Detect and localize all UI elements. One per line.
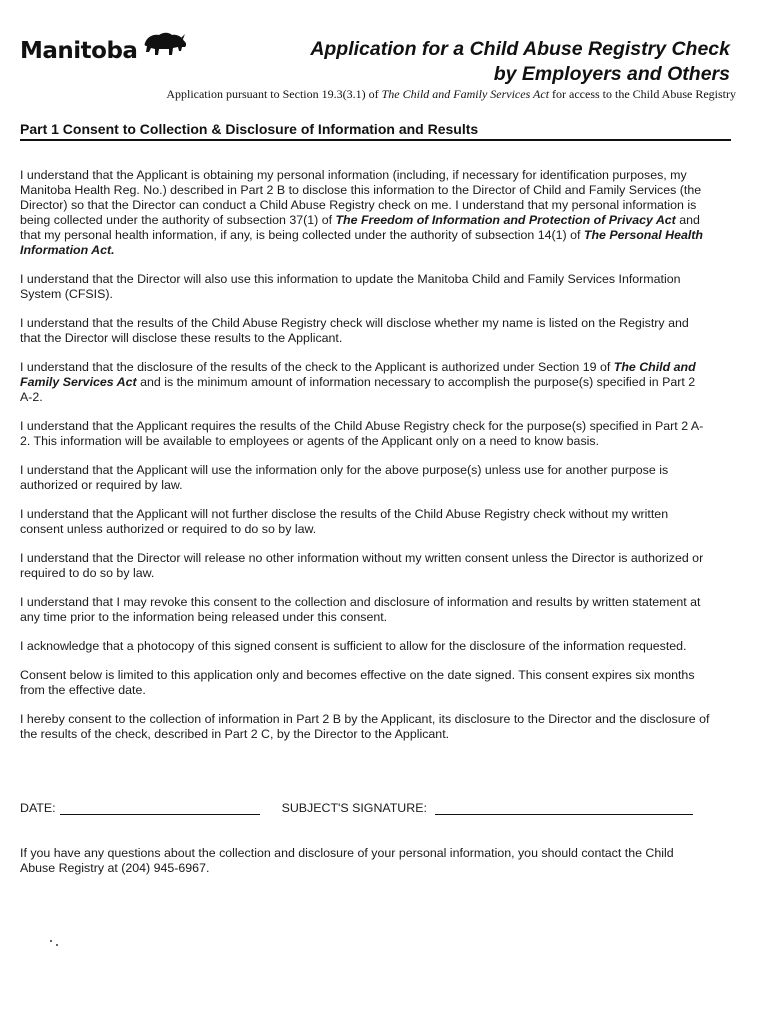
p4-text-a: I understand that the disclosure of the results of the check to the Applicant is authorized under Section 19 of [20,360,614,374]
consent-paragraph-9: I understand that I may revoke this consent to the collection and disclosure of information and results by written statement at any time prior to the information being released under this consent. [20,595,701,624]
consent-body [20,168,710,756]
bison-icon [141,29,189,64]
scan-speck [50,940,52,942]
title-line-2: by Employers and Others [493,63,730,85]
signature-row [20,800,710,815]
contact-note: If you have any questions about the collection and disclosure of your personal information, you should contact the Child Abuse Registry at (204) 945-6967. [20,846,674,875]
consent-paragraph-5: I understand that the Applicant requires the results of the Child Abuse Registry check for the purpose(s) specified in Part 2 A-2. This information will be available to employees or agents of the Applicant only on a need to know basis. [20,419,704,448]
subtitle-pre: Application pursuant to Section 19.3(3.1) of [166,87,382,101]
p1-act-foippa: The Freedom of Information and Protection of Privacy Act [335,213,676,227]
consent-paragraph-7: I understand that the Applicant will not further disclose the results of the Child Abuse Registry check without my written consent unless authorized or required to do so by law. [20,507,669,536]
p4-text-c: and is the minimum amount of information necessary to accomplish the purpose(s) specified in Part 2 A-2. [20,375,696,404]
consent-paragraph-11: Consent below is limited to this application only and becomes effective on the date signed. This consent expires six months from the effective date. [20,668,695,697]
consent-paragraph-2: I understand that the Director will also use this information to update the Manitoba Child and Family Services Information System (CFSIS). [20,272,681,301]
p1-text-a: I understand that the Applicant is obtaining my personal information (including, if necessary for identification purposes, my Manitoba Health Reg. No.) described in Part 2 B to disclose this information to the Director of Child and Family Services (the Director) so that the Director can conduct a Child Abuse Registry check on me. I understand that my personal information is being collected under the authority of subsection 37(1) of [20,168,702,227]
p1-text-c: and that my personal health information, if any, is being collected under the authority of subsection 14(1) of [20,213,700,242]
form-title [260,37,730,87]
date-field[interactable] [60,800,260,815]
consent-paragraph-1 [20,168,710,258]
subtitle-post: for access to the Child Abuse Registry [549,87,736,101]
consent-paragraph-6: I understand that the Applicant will use the information only for the above purpose(s) unless use for another purpose is authorized or required by law. [20,463,669,492]
manitoba-logo [20,38,189,64]
signature-field[interactable] [435,800,693,815]
consent-paragraph-10: I acknowledge that a photocopy of this signed consent is sufficient to allow for the disclosure of the information requested. [20,639,687,653]
form-subtitle [126,87,736,102]
date-label: DATE: [20,801,56,815]
title-line-1: Application for a Child Abuse Registry Check [310,38,730,60]
consent-paragraph-3: I understand that the results of the Child Abuse Registry check will disclose whether my name is listed on the Registry and that the Director will disclose these results to the Applicant. [20,316,689,345]
scan-speck [56,944,58,946]
consent-paragraph-4 [20,360,710,405]
part1-heading: Part 1 Consent to Collection & Disclosure of Information and Results [20,121,731,141]
consent-paragraph-8: I understand that the Director will release no other information without my written consent unless the Director is authorized or required to do so by law. [20,551,704,580]
p4-act-cfsa: The Child and Family Services Act [20,360,696,389]
consent-paragraph-12: I hereby consent to the collection of information in Part 2 B by the Applicant, its disclosure to the Director and the disclosure of the results of the check, described in Part 2 C, by the Director to the Applicant. [20,712,710,741]
p1-act-phia: The Personal Health Information Act. [20,228,703,257]
logo-text: Manitoba [20,38,138,64]
subtitle-act: The Child and Family Services Act [381,87,550,101]
signature-label: SUBJECT'S SIGNATURE: [281,801,427,815]
